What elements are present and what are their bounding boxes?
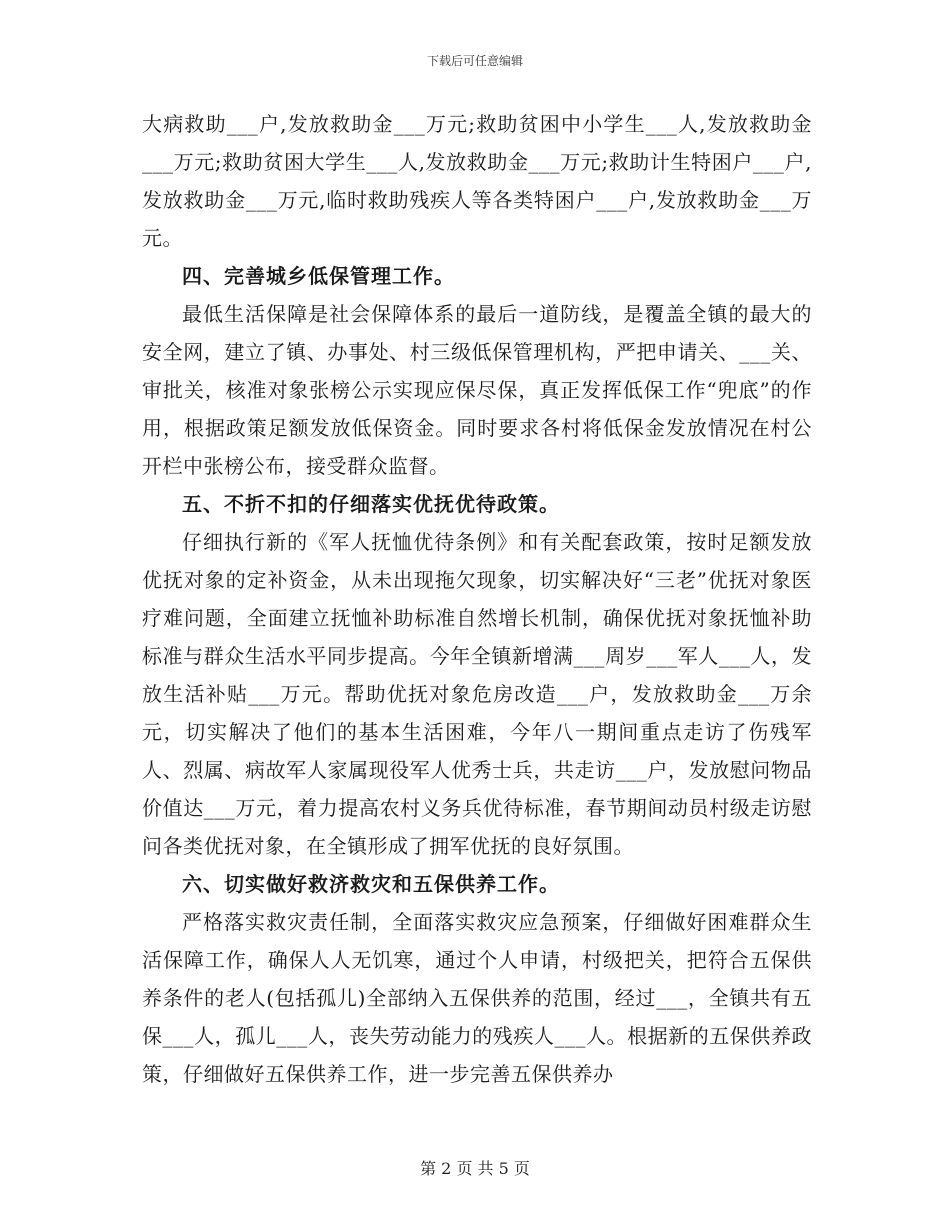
paragraph-relief-stats: 大病救助___户,发放救助金___万元;救助贫困中小学生___人,发放救助金___万元;救助贫困大学生___人,发放救助金___万元;救助计生特困户___户,发放救助金___万元,临时救助残疾人等各类特困户___户,发放救助金___万元。	[142, 112, 812, 250]
paragraph-preferential-treatment: 仔细执行新的《军人抚恤优待条例》和有关配套政策，按时足额发放优抚对象的定补资金，从未出现拖欠现象，切实解决好“三老”优抚对象医疗难问题，全面建立抚恤补助标准自然增长机制，确保优抚对象抚恤补助标准与群众生活水平同步提高。今年全镇新增满___周岁___军人___人，发放生活补贴___万元。帮助优抚对象危房改造___户，发放救助金___万余元，切实解决了他们的基本生活困难，今年八一期间重点走访了伤残军人、烈属、病故军人家属现役军人优秀士兵，共走访___户，发放慰问物品价值达___万元，着力提高农村义务兵优待标准，春节期间动员村级走访慰问各类优抚对象，在全镇形成了拥军优抚的良好氛围。	[142, 530, 812, 858]
paragraph-minimum-living: 最低生活保障是社会保障体系的最后一道防线，是覆盖全镇的最大的安全网，建立了镇、办事处、村三级低保管理机构，严把申请关、___关、审批关，核准对象张榜公示实现应保尽保，真正发挥低保工作“兜底”的作用，根据政策足额发放低保资金。同时要求各村将低保金发放情况在村公开栏中张榜公布，接受群众监督。	[142, 302, 812, 478]
page-header-note: 下载后可任意编辑	[426, 54, 523, 68]
document-body	[142, 105, 812, 1093]
paragraph-disaster-relief: 严格落实救灾责任制，全面落实救灾应急预案，仔细做好困难群众生活保障工作，确保人人无饥寒，通过个人申请，村级把关，把符合五保供养条件的老人(包括孤儿)全部纳入五保供养的范围，经过___，全镇共有五保___人，孤儿___人，丧失劳动能力的残疾人___人。根据新的五保供养政策，仔细做好五保供养工作，进一步完善五保供养办	[142, 910, 812, 1086]
section-heading-4: 四、完善城乡低保管理工作。	[182, 264, 455, 288]
page-number: 第 2 页 共 5 页	[420, 1159, 530, 1178]
section-heading-5: 五、不折不扣的仔细落实优抚优待政策。	[182, 492, 560, 516]
section-heading-6: 六、切实做好救济救灾和五保供养工作。	[182, 872, 560, 896]
